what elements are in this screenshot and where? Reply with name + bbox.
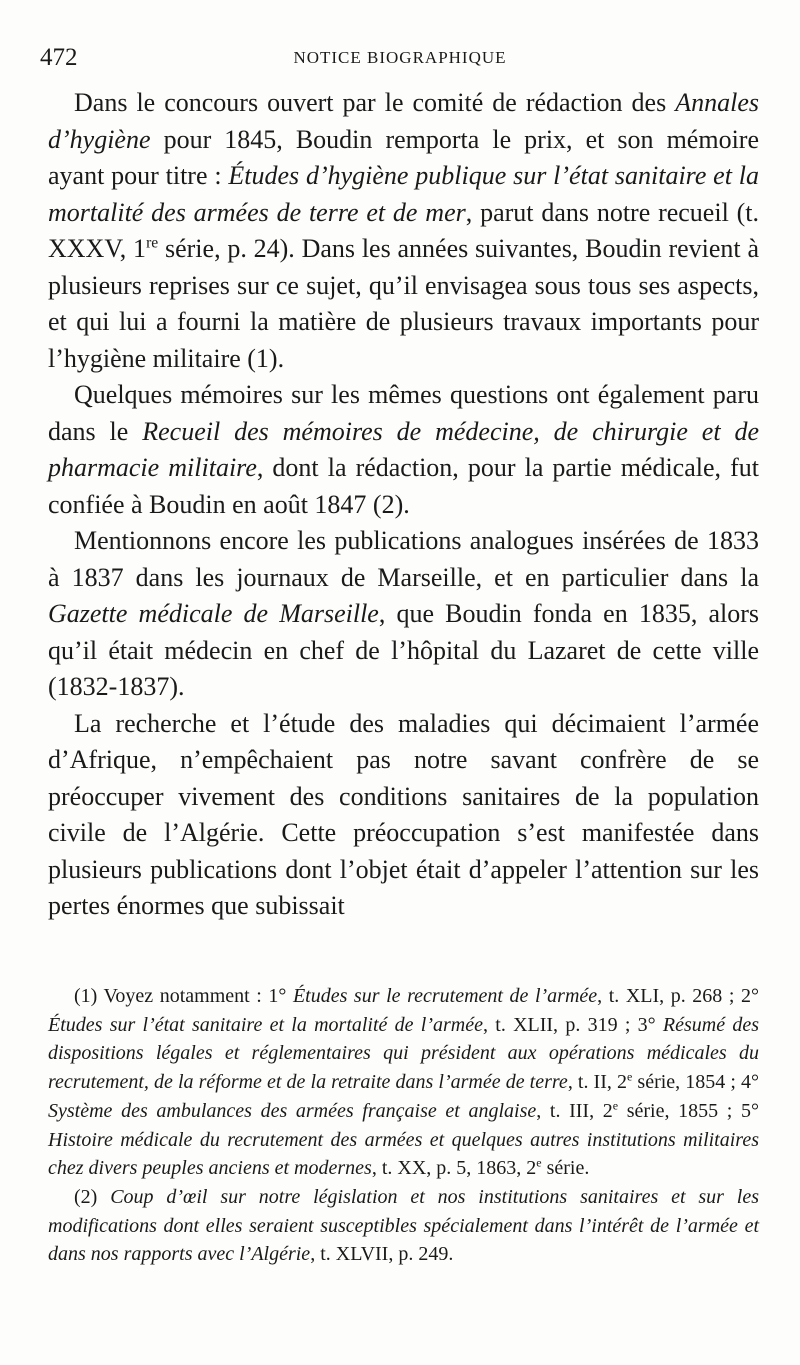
fn1-superscript-2: e xyxy=(612,1098,619,1113)
p1-text-4: série, p. 24). Dans les années suivantes, Boudin revient à plusieurs reprises sur ce sujet, qu’il envisagea sous tous ses aspects, et qui lui a fourni la matière de plusieurs travaux importants pour l’hygiène militaire (1). xyxy=(48,234,759,373)
fn1-text-2: , t. XLI, p. 268 ; 2° xyxy=(597,985,759,1007)
footnote-2 xyxy=(48,1183,759,1269)
p2-text-1: Quelques mémoires sur les mêmes questions ont également paru dans le xyxy=(48,380,759,446)
paragraph-3 xyxy=(48,523,759,706)
p1-title-etudes: Études d’hygiène publique sur l’état sanitaire et la mortalité des armées de terre et de mer xyxy=(48,161,759,227)
p4-text-1: La recherche et l’étude des maladies qui décimaient l’armée d’Afrique, n’empêchaient pas notre savant confrère de se préoccuper vivement des conditions sanitaires de la population civile de l’Algérie. Cette préoccupation s’est manifestée dans plusieurs publications dont l’objet était d’appeler l’attention sur les pertes énormes que subissait xyxy=(48,708,759,920)
fn1-text-6: , t. III, 2 xyxy=(536,1099,613,1122)
p1-text-3: , parut dans notre recueil (t. XXXV, 1 xyxy=(48,197,760,263)
p3-text-1: Mentionnons encore les publications analogues insérées de 1833 à 1837 dans les journaux de Marseille, et en particulier dans la xyxy=(48,526,759,592)
paragraph-2 xyxy=(48,377,759,523)
fn1-text-4: , t. II, 2 xyxy=(567,1071,627,1094)
p1-text-1: Dans le concours ouvert par le comité de rédaction des xyxy=(74,88,676,117)
fn2-text-2: , t. XLVII, p. 249. xyxy=(310,1243,454,1266)
p1-superscript: re xyxy=(146,234,159,252)
fn1-title-4: Système des ambulances des armées française et anglaise xyxy=(48,1099,537,1122)
p2-title-recueil: Recueil des mémoires de médecine, de chirurgie et de pharmacie militaire xyxy=(48,416,760,482)
fn1-title-5: Histoire médicale du recrutement des armées et quelques autres institutions militaires chez divers peuples anciens et modernes xyxy=(48,1128,759,1180)
p3-text-2: , que Boudin fonda en 1835, alors qu’il était médecin en chef de l’hôpital du Lazaret de cette ville (1832-1837). xyxy=(48,599,759,701)
running-title: NOTICE BIOGRAPHIQUE xyxy=(293,48,507,67)
fn2-title-1: Coup d’œil sur notre législation et nos institutions sanitaires et sur les modifications dont elles seraient susceptibles spécialement dans l’intérêt de l’armée et dans nos rapports avec l’Algérie xyxy=(48,1185,760,1266)
footnotes xyxy=(48,982,759,1269)
fn1-superscript-1: e xyxy=(626,1069,633,1084)
fn1-title-2: Études sur l’état sanitaire et la mortalité de l’armée xyxy=(48,1013,484,1036)
p3-title-gazette: Gazette médicale de Marseille xyxy=(48,599,379,628)
fn2-text-1: (2) xyxy=(74,1185,111,1208)
p1-title-annales: Annales d’hygiène xyxy=(48,88,759,154)
p1-text-2: pour 1845, Boudin remporta le prix, et son mémoire ayant pour titre : xyxy=(48,124,759,190)
paragraph-4 xyxy=(48,706,759,925)
fn1-title-3: Résumé des dispositions légales et réglementaires qui président aux opérations médicales du recrutement, de la réforme et de la retraite dans l’armée de terre xyxy=(48,1013,760,1094)
fn1-text-5: série, 1854 ; 4° xyxy=(632,1071,760,1094)
fn1-title-1: Études sur le recrutement de l’armée xyxy=(292,985,598,1007)
page-header xyxy=(40,40,760,76)
fn1-text-7: série, 1855 ; 5° xyxy=(618,1099,759,1122)
page-number: 472 xyxy=(40,44,78,71)
fn1-text-3: , t. XLII, p. 319 ; 3° xyxy=(483,1013,663,1036)
fn1-superscript-3: e xyxy=(536,1155,542,1170)
fn1-text-8: , t. XX, p. 5, 1863, 2 xyxy=(371,1157,537,1180)
footnote-1 xyxy=(48,982,759,1183)
main-text xyxy=(48,85,759,925)
paragraph-1 xyxy=(48,85,759,377)
fn1-text-9: série. xyxy=(541,1157,590,1180)
fn1-text-1: (1) Voyez notamment : 1° xyxy=(74,985,293,1007)
p2-text-2: , dont la rédaction, pour la partie médicale, fut confiée à Boudin en août 1847 (2). xyxy=(48,453,759,519)
